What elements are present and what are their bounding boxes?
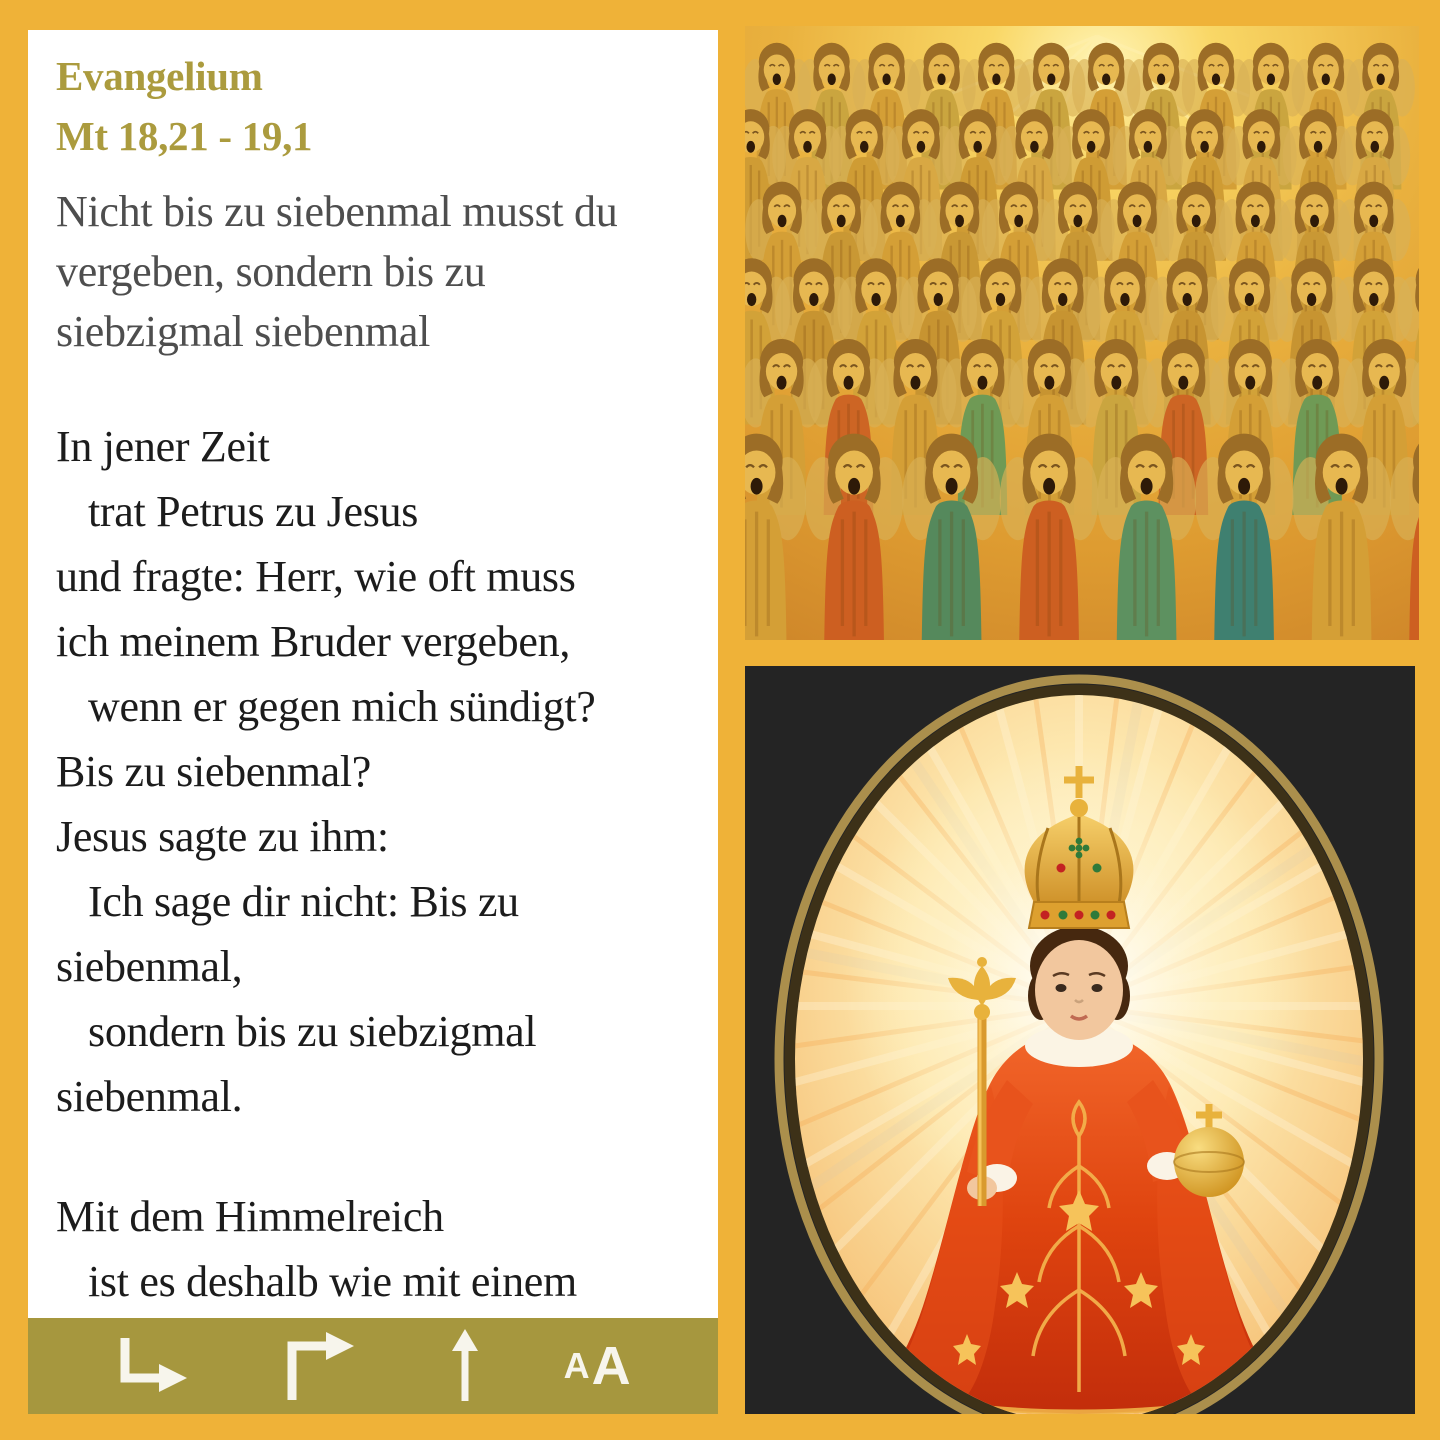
next-reading-button[interactable] (282, 1318, 366, 1414)
reading-line: Bis zu siebenmal? (56, 747, 372, 796)
arrow-down-right-icon (115, 1336, 199, 1396)
reading-line: ist es deshalb wie mit einem (88, 1257, 577, 1306)
reading-body (56, 414, 694, 1314)
reading-summary (56, 182, 694, 362)
reading-line: und fragte: Herr, wie oft muss (56, 552, 576, 601)
reading-section-title: Evangelium (56, 53, 263, 99)
reading-line: ich meinem Bruder vergeben, (56, 617, 571, 666)
reading-line: wenn er gegen mich sündigt? (88, 682, 596, 731)
choir-angels-image (745, 26, 1419, 640)
previous-reading-button[interactable] (115, 1318, 199, 1414)
reading-line: siebenmal, (56, 942, 243, 991)
text-size-button[interactable] (564, 1318, 631, 1414)
infant-jesus-image (745, 666, 1415, 1414)
reading-reference: Mt 18,21 - 19,1 (56, 113, 313, 159)
reading-line: In jener Zeit (56, 422, 270, 471)
arrow-up-icon (449, 1329, 481, 1403)
reading-line: trat Petrus zu Jesus (88, 487, 419, 536)
reading-panel (28, 30, 718, 1414)
text-size-icon: A A (563, 1336, 631, 1396)
scroll-to-top-button[interactable] (449, 1318, 481, 1414)
reading-line: siebenmal. (56, 1072, 243, 1121)
reading-content (28, 30, 718, 1318)
reading-line: Mit dem Himmelreich (56, 1192, 444, 1241)
arrow-turn-right-icon (282, 1330, 366, 1402)
reading-toolbar (28, 1318, 718, 1414)
summary-line: siebzigmal siebenmal (56, 307, 430, 356)
reading-line: sondern bis zu siebzigmal (88, 1007, 537, 1056)
reading-line: Jesus sagte zu ihm: (56, 812, 389, 861)
summary-line: Nicht bis zu siebenmal musst du (56, 187, 618, 236)
summary-line: vergeben, sondern bis zu (56, 247, 486, 296)
reading-line: Ich sage dir nicht: Bis zu (88, 877, 519, 926)
